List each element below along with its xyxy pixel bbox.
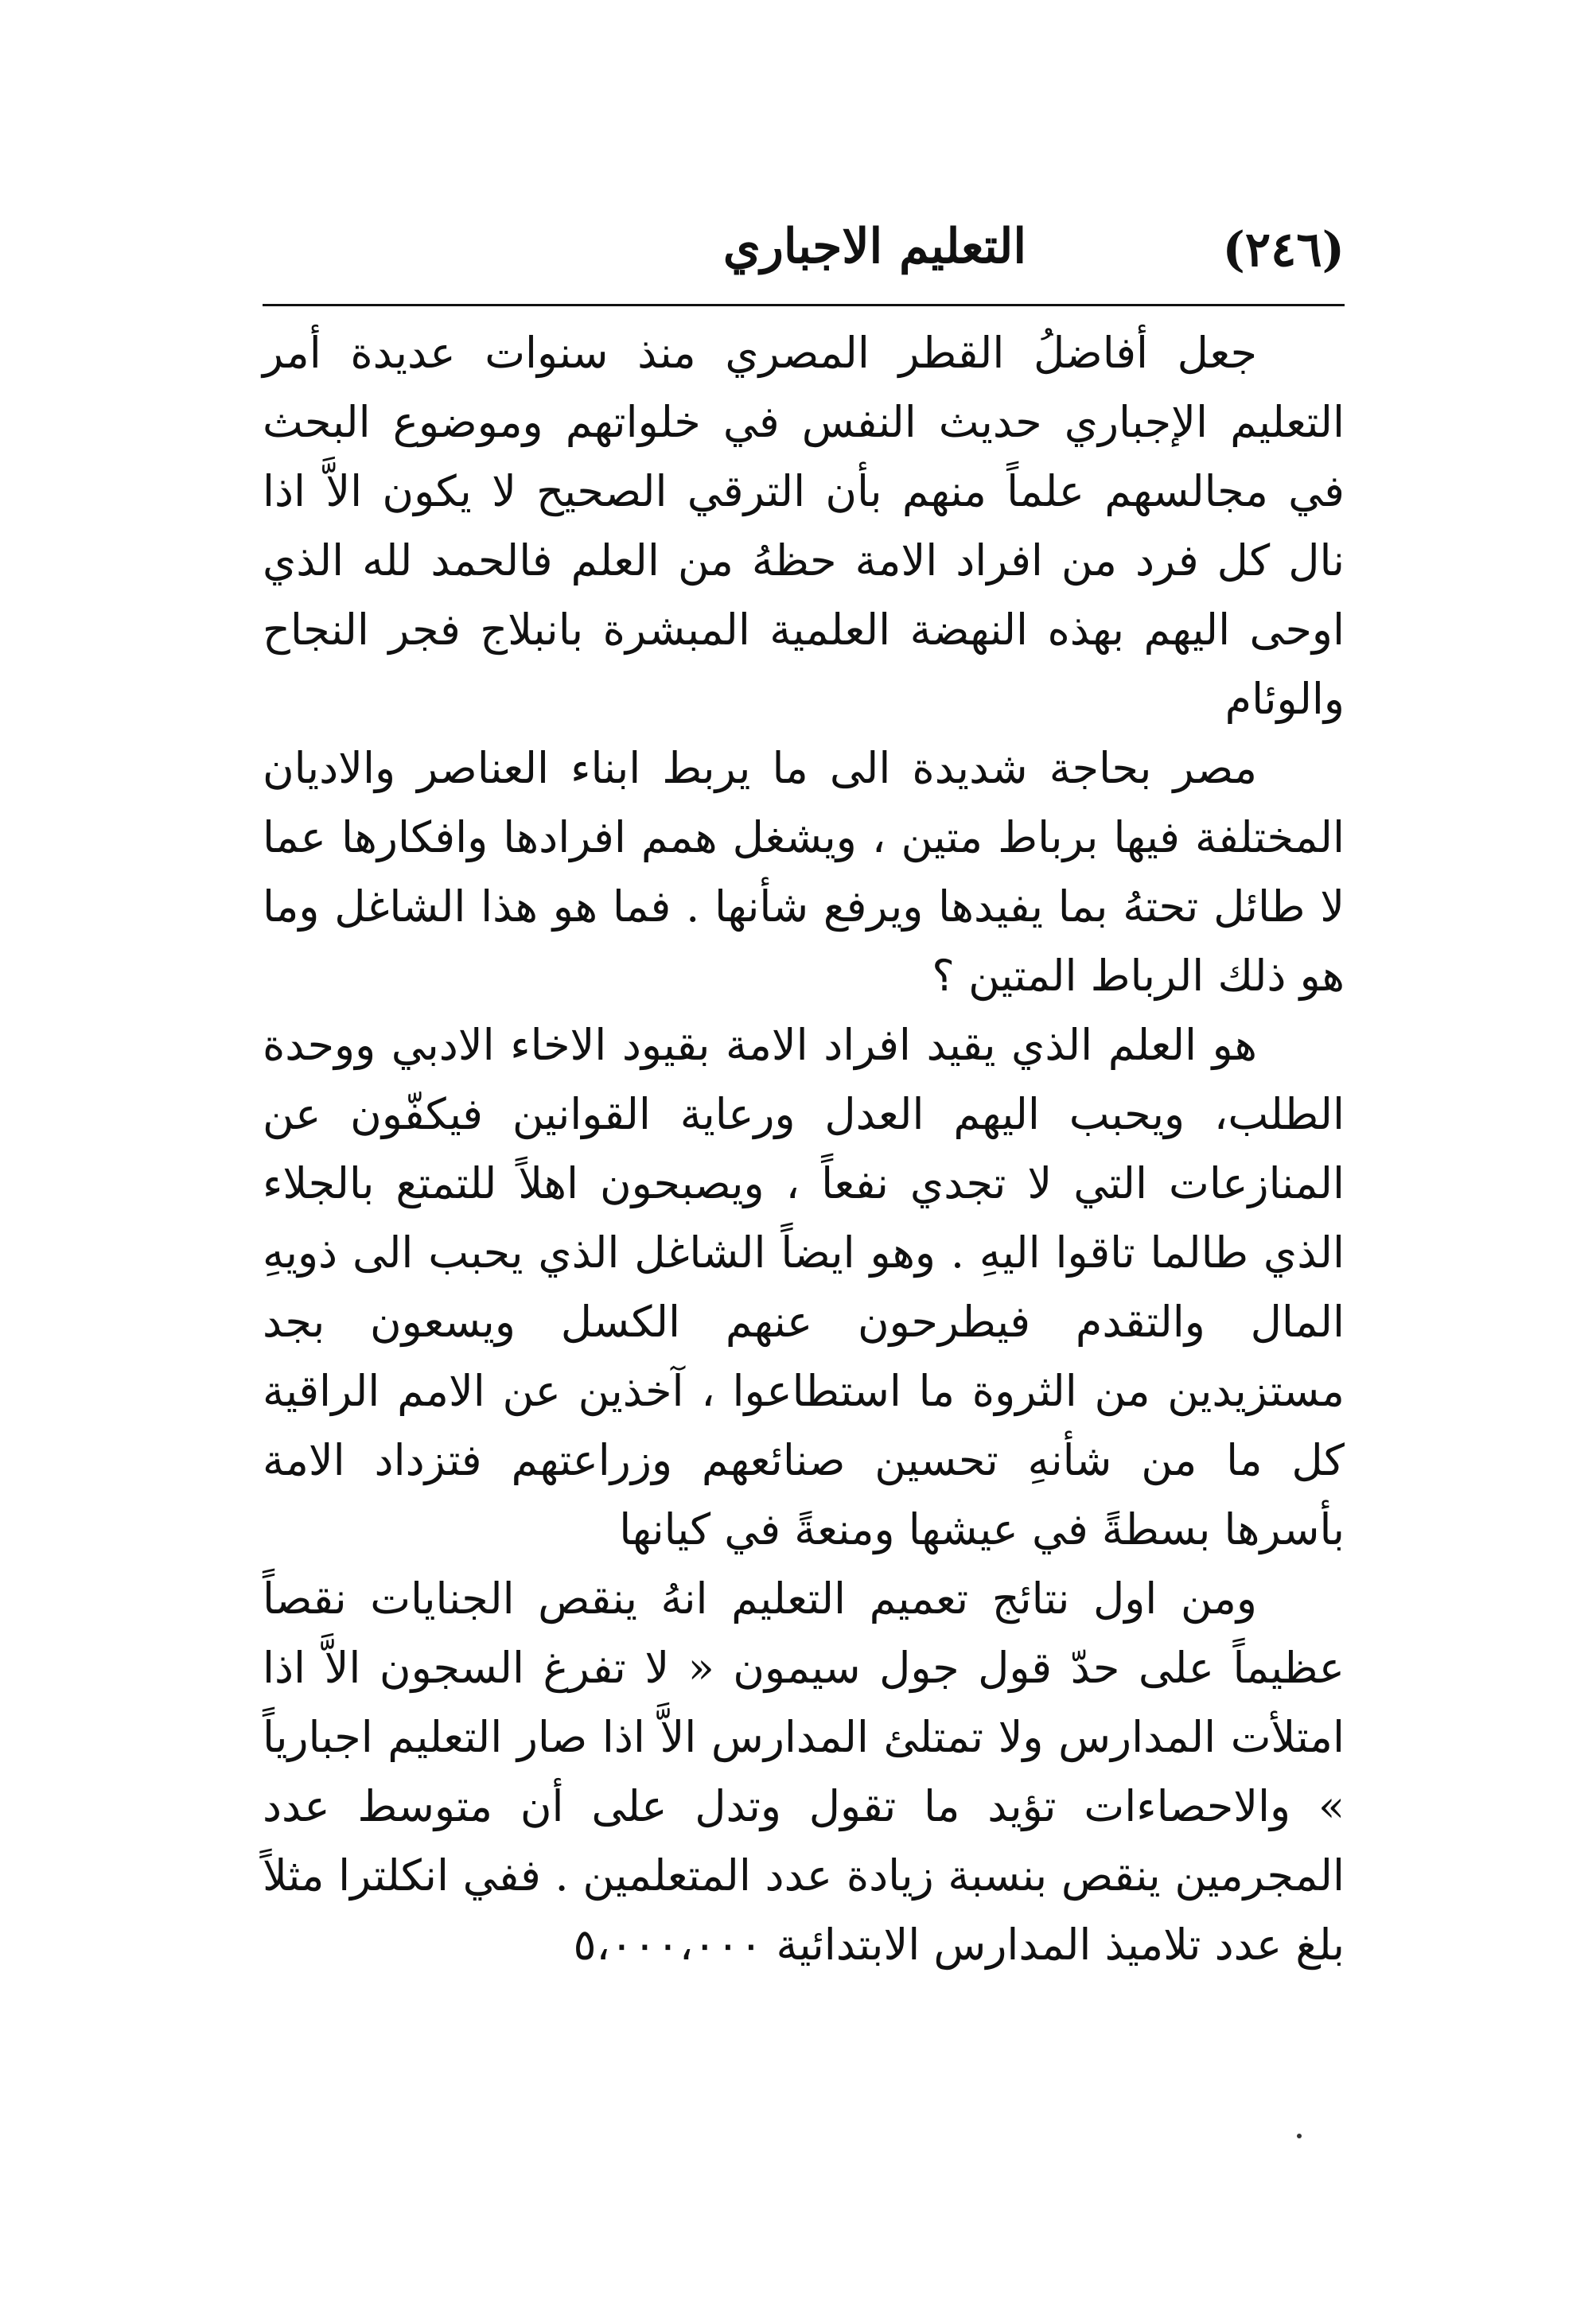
page-body	[263, 318, 1345, 1979]
paragraph-1: جعل أفاضلُ القطر المصري منذ سنوات عديدة أمر التعليم الإجباري حديث النفس في خلواتهم وموضوع البحث في مجالسهم علماً منهم بأن الترقي الصحيح لا يكون الاَّ اذا نال كل فرد من افراد الامة حظهُ من العلم فالحمد لله الذي اوحى اليهم بهذه النهضة العلمية المبشرة بانبلاج فجر النجاح والوئام	[263, 328, 1345, 724]
header-rule	[263, 304, 1345, 306]
paragraph-2: مصر بحاجة شديدة الى ما يربط ابناء العناصر والاديان المختلفة فيها برباط متين ، ويشغل همم افرادها وافكارها عما لا طائل تحتهُ بما يفيدها ويرفع شأنها . فما هو هذا الشاغل وما هو ذلك الرباط المتين ؟	[263, 743, 1345, 1001]
page-header	[263, 215, 1345, 302]
running-title: التعليم الاجباري	[722, 219, 1026, 274]
paragraph-3: هو العلم الذي يقيد افراد الامة بقيود الاخاء الادبي ووحدة الطلب، ويحبب اليهم العدل ورعاية القوانين فيكفّون عن المنازعات التي لا تجدي نفعاً ، ويصبحون اهلاً للتمتع بالجلاء الذي طالما تاقوا اليهِ . وهو ايضاً الشاغل الذي يحبب الى ذويهِ المال والتقدم فيطرحون عنهم الكسل ويسعون بجد مستزيدين من الثروة ما استطاعوا ، آخذين عن الامم الراقية كل ما من شأنهِ تحسين صنائعهم وزراعتهم فتزداد الامة بأسرها بسطةً في عيشها ومنعةً في كيانها	[263, 1020, 1345, 1554]
page-number: (٢٤٦)	[1222, 222, 1345, 278]
paragraph-4: ومن اول نتائج تعميم التعليم انهُ ينقص الجنايات نقصاً عظيماً على حدّ قول جول سيمون « لا تفرغ السجون الاَّ اذا امتلأت المدارس ولا تمتلئ المدارس الاَّ اذا صار التعليم اجبارياً » والاحصاءات تؤيد ما تقول وتدل على أن متوسط عدد المجرمين ينقص بنسبة زيادة عدد المتعلمين . ففي انكلترا مثلاً بلغ عدد تلاميذ المدارس الابتدائية ٥،٠٠٠،٠٠٠	[263, 1574, 1345, 1970]
footer-mark	[1297, 2134, 1302, 2138]
